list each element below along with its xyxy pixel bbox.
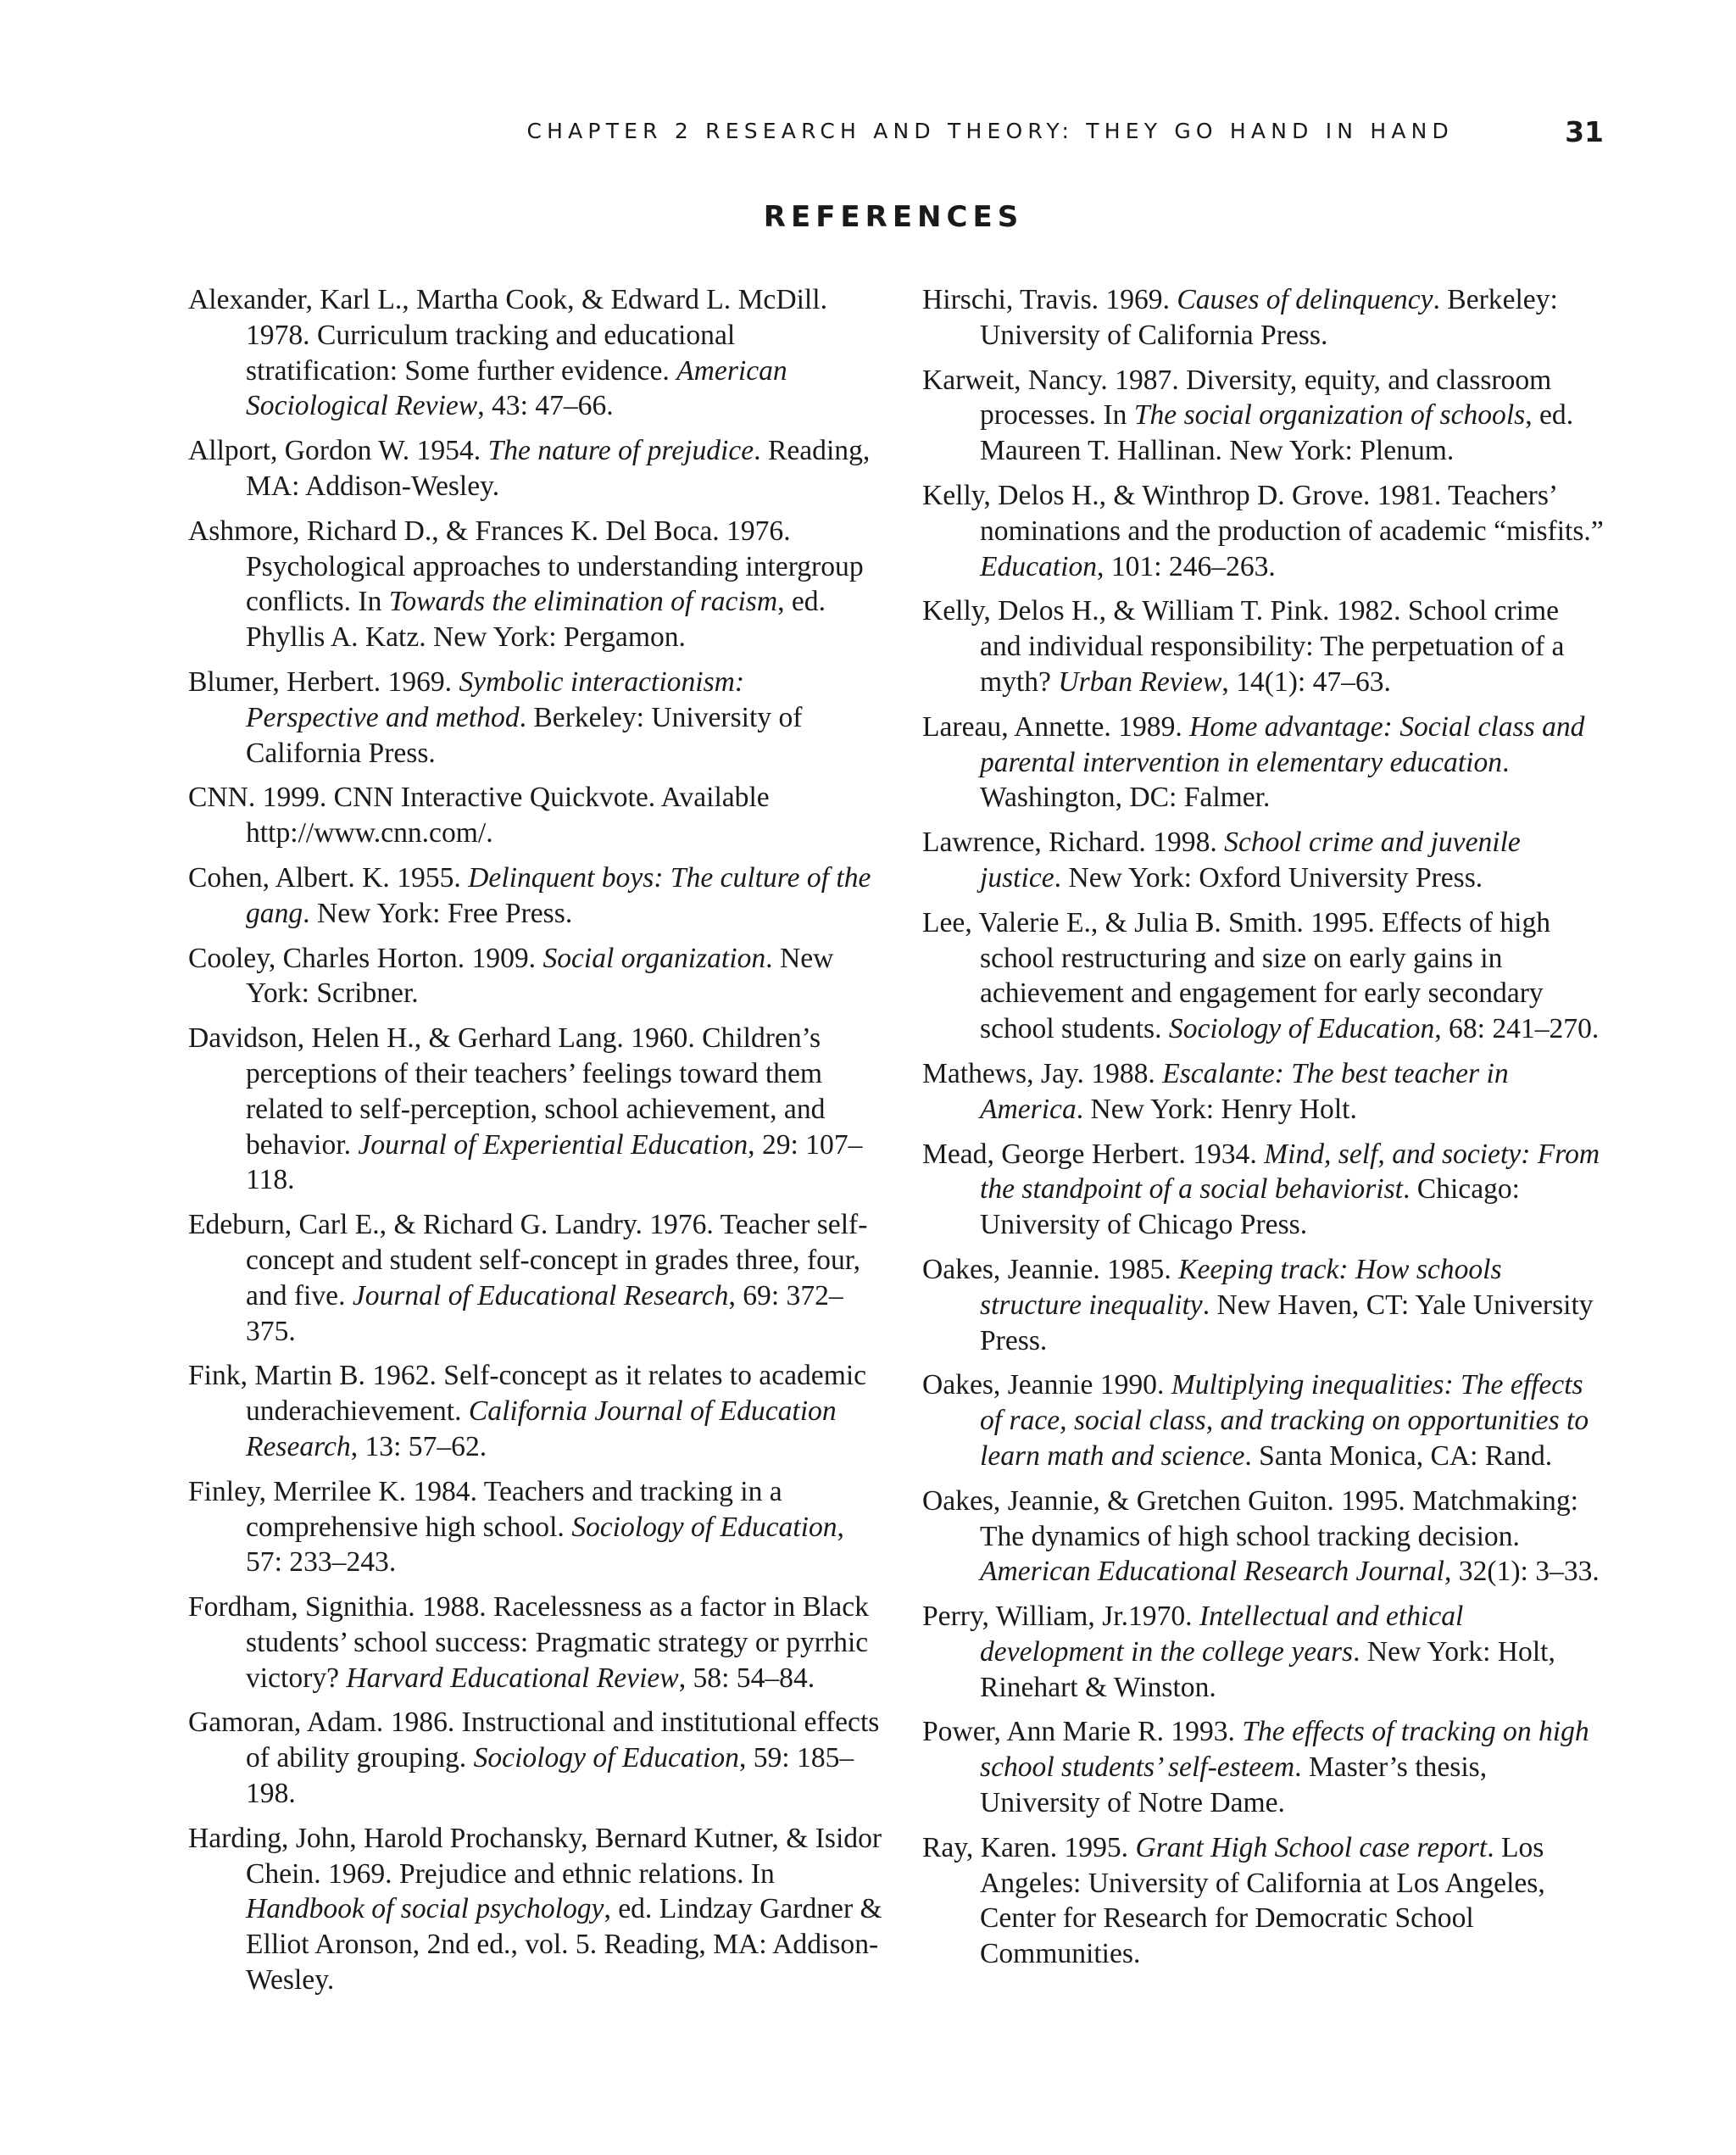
reference-title: The nature of prejudice — [487, 435, 754, 467]
reference-text: Harding, John, Harold Prochansky, Bernard Kutner, & Isidor Chein. 1969. Prejudice and ethnic relations. In — [188, 1822, 882, 1890]
section-title: REFERENCES — [763, 200, 1024, 234]
reference-title: Journal of Experiential Education — [358, 1128, 748, 1161]
reference-title: Sociology of Education — [1168, 1013, 1435, 1045]
reference-details: , 13: 57–62. — [350, 1430, 487, 1462]
reference-entry — [188, 780, 883, 851]
reference-title: The effects of tracking on high school students’ self-esteem — [980, 1716, 1589, 1784]
reference-entry — [922, 1056, 1605, 1128]
reference-title: American Sociological Review — [246, 354, 787, 422]
reference-text: Lawrence, Richard. 1998. — [922, 827, 1225, 859]
reference-entry — [922, 1367, 1605, 1473]
references-right-column — [922, 282, 1605, 1981]
reference-entry — [922, 825, 1605, 896]
reference-entry — [188, 941, 883, 1012]
reference-title: Grant High School case report — [1135, 1831, 1488, 1863]
reference-entry — [922, 905, 1605, 1047]
reference-text: Fordham, Signithia. 1988. Racelessness as a factor in Black students’ school success: Pragmatic strategy or pyrrhic victory? — [188, 1591, 869, 1694]
reference-text: Lareau, Annette. 1989. — [922, 710, 1190, 743]
reference-details: . New Haven, CT: Yale University Press. — [980, 1289, 1594, 1356]
reference-text: Finley, Merrilee K. 1984. Teachers and tracking in a comprehensive high school. — [188, 1475, 782, 1543]
reference-text: Fink, Martin B. 1962. Self-concept as it relates to academic underachievement. — [188, 1360, 867, 1428]
reference-entry — [922, 282, 1605, 354]
reference-entry — [188, 1021, 883, 1198]
reference-title: Home advantage: Social class and parental intervention in elementary education — [980, 710, 1585, 778]
reference-text: Allport, Gordon W. 1954. — [188, 435, 488, 467]
reference-text: Lee, Valerie E., & Julia B. Smith. 1995. Effects of high school restructuring and size on early gains in achievement and engagement for early secondary school students. — [922, 906, 1551, 1045]
reference-details: , 14(1): 47–63. — [1221, 665, 1391, 698]
reference-title: Harvard Educational Review — [346, 1662, 679, 1694]
reference-title: Social organization — [542, 942, 766, 974]
reference-details: , 29: 107–118. — [246, 1128, 863, 1196]
reference-text: Blumer, Herbert. 1969. — [188, 665, 459, 698]
reference-title: American Educational Research Journal — [980, 1556, 1445, 1588]
running-title: CHAPTER 2 RESEARCH AND THEORY: THEY GO HAND IN HAND — [526, 119, 1454, 143]
reference-entry — [922, 710, 1605, 816]
reference-details: . Reading, MA: Addison-Wesley. — [246, 435, 871, 502]
reference-title: Urban Review — [1058, 665, 1222, 698]
reference-details: . New York: Free Press. — [303, 897, 573, 929]
reference-details: . Berkeley: University of California Press. — [246, 701, 803, 769]
reference-entry — [922, 593, 1605, 699]
reference-entry — [188, 860, 883, 932]
reference-details: , 101: 246–263. — [1097, 550, 1276, 582]
reference-text: Hirschi, Travis. 1969. — [922, 284, 1177, 315]
reference-text: Gamoran, Adam. 1986. Instructional and institutional effects of ability grouping. — [188, 1707, 880, 1774]
reference-details: , 59: 185–198. — [246, 1742, 854, 1810]
reference-details: , 32(1): 3–33. — [1444, 1556, 1600, 1588]
reference-text: Mathews, Jay. 1988. — [922, 1057, 1163, 1089]
reference-text: Kelly, Delos H., & William T. Pink. 1982. School crime and individual responsibility: The perpetuation of a myth? — [922, 595, 1565, 698]
reference-details: , ed. Lindzay Gardner & Elliot Aronson, 2nd ed., vol. 5. Reading, MA: Addison-Wesley. — [246, 1893, 882, 1996]
reference-entry — [188, 665, 883, 771]
reference-details: . Master’s thesis, University of Notre Dame. — [980, 1751, 1488, 1819]
reference-text: Mead, George Herbert. 1934. — [922, 1138, 1265, 1170]
reference-title: Multiplying inequalities: The effects of race, social class, and tracking on opportunities to learn math and science — [980, 1369, 1589, 1472]
reference-entry — [188, 1590, 883, 1696]
reference-entry — [922, 1252, 1605, 1358]
reference-entry — [188, 1705, 883, 1811]
reference-title: Mind, self, and society: From the standpoint of a social behaviorist — [980, 1138, 1600, 1206]
reference-details: . Berkeley: University of California Press. — [980, 284, 1558, 351]
reference-entry — [188, 1207, 883, 1349]
reference-entry — [922, 478, 1605, 584]
reference-title: Keeping track: How schools structure inequality — [980, 1253, 1502, 1321]
reference-text: Cooley, Charles Horton. 1909. — [188, 942, 543, 974]
reference-entry — [922, 1599, 1605, 1705]
reference-details: , 58: 54–84. — [678, 1662, 815, 1694]
reference-title: School crime and juvenile justice — [980, 827, 1521, 894]
reference-text: Alexander, Karl L., Martha Cook, & Edward L. McDill. 1978. Curriculum tracking and educational stratification: Some further evidence. — [188, 284, 827, 387]
reference-title: Towards the elimination of racism — [388, 586, 778, 618]
reference-details: . Los Angeles: University of California at Los Angeles, Center for Research for Democratic School Communities. — [980, 1831, 1545, 1970]
references-left-column — [188, 282, 883, 2007]
reference-details: , 57: 233–243. — [246, 1511, 844, 1579]
reference-text: Davidson, Helen H., & Gerhard Lang. 1960. Children’s perceptions of their teachers’ feelings toward them related to self-perception, school achievement, and behavior. — [188, 1022, 826, 1161]
reference-details: , 68: 241–270. — [1434, 1013, 1600, 1045]
reference-text: Karweit, Nancy. 1987. Diversity, equity, and classroom processes. In — [922, 364, 1552, 432]
reference-details: . New York: Oxford University Press. — [1054, 861, 1483, 894]
reference-title: Education — [980, 550, 1098, 582]
reference-title: Handbook of social psychology — [246, 1893, 604, 1925]
reference-text: Kelly, Delos H., & Winthrop D. Grove. 1981. Teachers’ nominations and the production of academic “misfits.” — [922, 479, 1604, 547]
reference-text: Cohen, Albert. K. 1955. — [188, 861, 469, 894]
reference-title: Journal of Educational Research — [352, 1279, 729, 1311]
reference-details: , 43: 47–66. — [477, 390, 614, 422]
reference-entry — [922, 1137, 1605, 1243]
reference-title: Causes of delinquency — [1177, 284, 1433, 315]
reference-text: Oakes, Jeannie, & Gretchen Guiton. 1995. Matchmaking: The dynamics of high school tracking decision. — [922, 1484, 1578, 1552]
reference-entry — [188, 433, 883, 504]
reference-text: CNN. 1999. CNN Interactive Quickvote. Available http://www.cnn.com/. — [188, 782, 770, 849]
reference-entry — [922, 363, 1605, 469]
reference-title: California Journal of Education Research — [246, 1395, 837, 1462]
reference-text: Oakes, Jeannie 1990. — [922, 1369, 1171, 1401]
reference-text: Perry, William, Jr.1970. — [922, 1601, 1199, 1633]
running-header — [0, 115, 1604, 154]
reference-title: Escalante: The best teacher in America — [980, 1057, 1509, 1125]
reference-details: . New York: Scribner. — [246, 942, 834, 1010]
reference-entry — [922, 1484, 1605, 1590]
reference-entry — [922, 1714, 1605, 1820]
page-number: 31 — [1565, 115, 1604, 148]
reference-text: Power, Ann Marie R. 1993. — [922, 1716, 1243, 1748]
reference-title: Sociology of Education — [473, 1742, 739, 1774]
reference-details: , ed. Maureen T. Hallinan. New York: Plenum. — [980, 399, 1574, 467]
reference-entry — [188, 282, 883, 424]
reference-title: The social organization of schools — [1133, 399, 1526, 432]
reference-details: . Santa Monica, CA: Rand. — [1244, 1439, 1553, 1472]
reference-title: Intellectual and ethical development in the college years — [980, 1601, 1464, 1668]
reference-entry — [188, 1474, 883, 1580]
reference-title: Delinquent boys: The culture of the gang — [246, 861, 871, 929]
reference-details: . New York: Henry Holt. — [1076, 1093, 1357, 1125]
reference-title: Sociology of Education — [571, 1511, 837, 1543]
reference-details: , ed. Phyllis A. Katz. New York: Pergamon. — [246, 586, 826, 654]
reference-entry — [188, 1358, 883, 1464]
reference-text: Edeburn, Carl E., & Richard G. Landry. 1976. Teacher self-concept and student self-concept in grades three, four, and five. — [188, 1209, 868, 1311]
reference-text: Ashmore, Richard D., & Frances K. Del Boca. 1976. Psychological approaches to understanding intergroup conflicts. In — [188, 515, 864, 618]
reference-text: Ray, Karen. 1995. — [922, 1831, 1136, 1863]
reference-details: . Washington, DC: Falmer. — [980, 746, 1510, 814]
reference-title: Symbolic interactionism: Perspective and method — [246, 665, 745, 733]
reference-text: Oakes, Jeannie. 1985. — [922, 1253, 1179, 1285]
reference-details: , 69: 372–375. — [246, 1279, 843, 1347]
reference-entry — [922, 1830, 1605, 1972]
reference-entry — [188, 1821, 883, 1998]
reference-details: . Chicago: University of Chicago Press. — [980, 1173, 1521, 1241]
reference-entry — [188, 514, 883, 655]
reference-details: . New York: Holt, Rinehart & Winston. — [980, 1635, 1555, 1703]
